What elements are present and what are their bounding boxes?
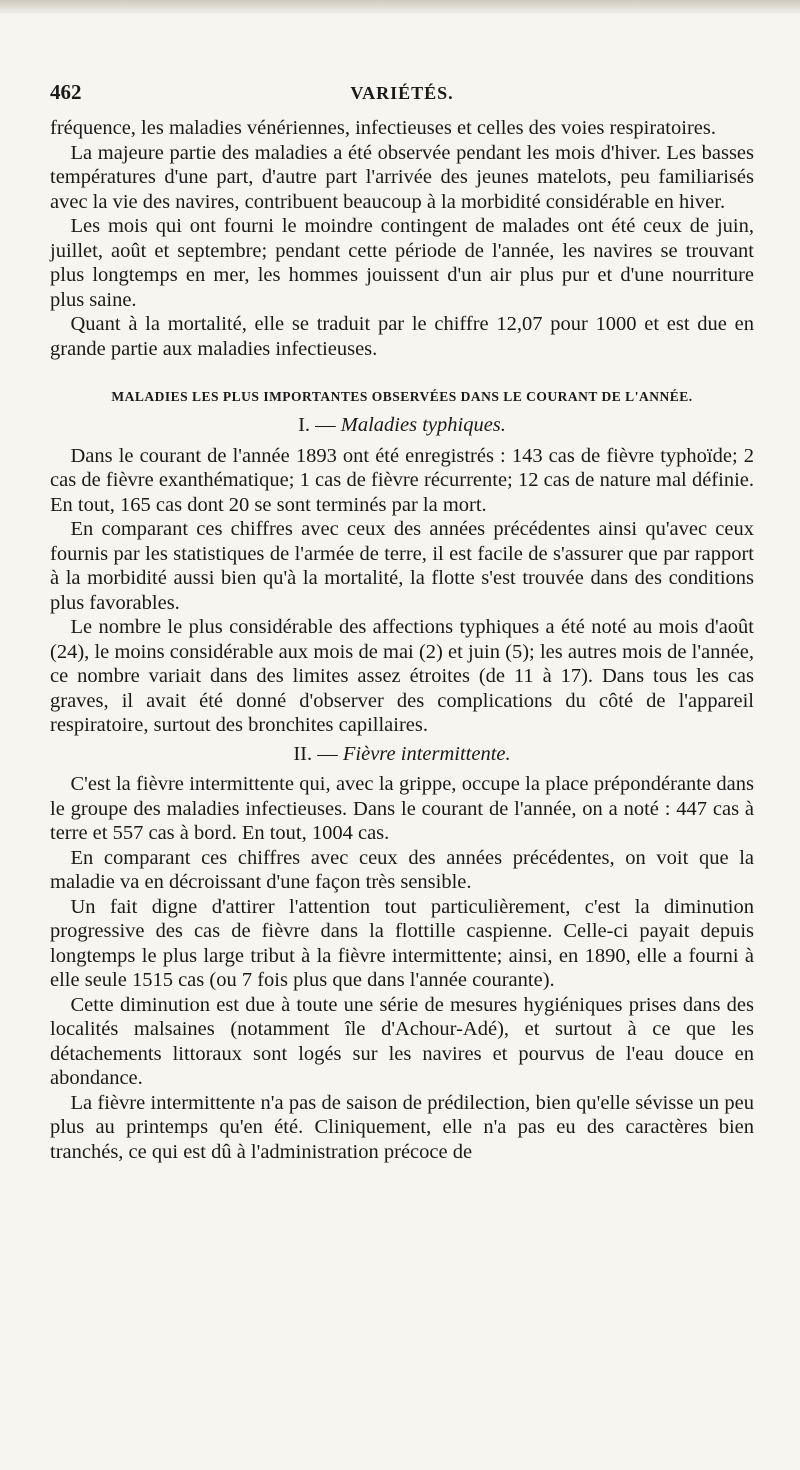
paragraph: Le nombre le plus considérable des affections typhiques a été noté au mois d'août (24), le moins considérable aux mois de mai (2) et juin (5); les autres mois de l'année, ce nombre variait dans des limites assez étroites (de 11 à 17). Dans tous les cas graves, il avait été donné d'observer des complications du côté de l'appareil respiratoire, surtout des bronchites capillaires. — [50, 616, 754, 736]
section-typhoid — [50, 413, 754, 738]
paragraph: fréquence, les maladies vénériennes, infectieuses et celles des voies respiratoires. — [50, 117, 716, 139]
paragraph: Dans le courant de l'année 1893 ont été enregistrés : 143 cas de fièvre typhoïde; 2 cas de fièvre exanthématique; 1 cas de fièvre récurrente; 12 cas de nature mal définie. En tout, 165 cas dont 20 se sont terminés par la mort. — [50, 444, 754, 516]
subsection-number: II. — — [293, 742, 338, 765]
paragraph: En comparant ces chiffres avec ceux des années précédentes, on voit que la maladie va en décroissant d'une façon très sensible. — [50, 846, 754, 893]
subsection-number: I. — — [298, 414, 336, 436]
paragraph: Les mois qui ont fourni le moindre contingent de malades ont été ceux de juin, juillet, août et septembre; pendant cette période de l'année, les navires se trouvant plus longtemps en mer, les hommes jouissent d'un air plus pur et d'une nourriture plus saine. — [50, 215, 754, 311]
section-heading: MALADIES LES PLUS IMPORTANTES OBSERVÉES DANS LE COURANT DE L'ANNÉE. — [111, 389, 693, 404]
paragraph: Un fait digne d'attirer l'attention tout particulièrement, c'est la diminution progressive des cas de fièvre dans la flottille caspienne. Celle-ci payait depuis longtemps le plus large tribut à la fièvre intermittente; ainsi, en 1890, elle a fourni à elle seule 1515 cas (ou 7 fois plus que dans l'année courante). — [50, 895, 754, 991]
subsection-title — [50, 413, 754, 438]
page-header — [50, 80, 754, 110]
subsection-name: Maladies typhiques. — [340, 414, 506, 436]
document-page — [50, 80, 754, 1164]
subsection-title — [50, 742, 754, 767]
paragraph: La majeure partie des maladies a été observée pendant les mois d'hiver. Les basses températures d'une part, d'autre part l'arrivée des jeunes matelots, peu familiarisés avec la vie des navires, contribuent beaucoup à la morbidité considérable en hiver. — [50, 141, 754, 213]
paragraph: C'est la fièvre intermittente qui, avec la grippe, occupe la place prépondérante dans le groupe des maladies infectieuses. Dans le courant de l'année, on a noté : 447 cas à terre et 557 cas à bord. En tout, 1004 cas. — [50, 773, 754, 844]
paragraph: Cette diminution est due à toute une série de mesures hygiéniques prises dans des localités malsaines (notamment île d'Achour-Adé), et surtout à ce que les détachements littoraux sont logés sur les navires et pourvus de l'eau douce en abondance. — [50, 993, 754, 1089]
section-intermittent-fever — [50, 742, 754, 1165]
page-number: 462 — [50, 80, 82, 104]
subsection-name: Fièvre intermittente. — [342, 742, 511, 765]
paragraph: La fièvre intermittente n'a pas de saison de prédilection, bien qu'elle sévisse un peu plus au printemps qu'en été. Cliniquement, elle n'a pas eu des caractères bien tranchés, ce qui est dû à l'administration précoce de — [50, 1091, 754, 1163]
running-title: VARIÉTÉS. — [350, 83, 454, 103]
intro-text — [50, 116, 754, 361]
page-top-edge — [0, 0, 800, 14]
paragraph: Quant à la mortalité, elle se traduit par le chiffre 12,07 pour 1000 et est due en grande partie aux maladies infectieuses. — [50, 313, 754, 360]
paragraph: En comparant ces chiffres avec ceux des années précédentes ainsi qu'avec ceux fournis par les statistiques de l'armée de terre, il est facile de s'assurer que par rapport à la morbidité aussi bien qu'à la mortalité, la flotte s'est trouvée dans des conditions plus favorables. — [50, 518, 754, 614]
